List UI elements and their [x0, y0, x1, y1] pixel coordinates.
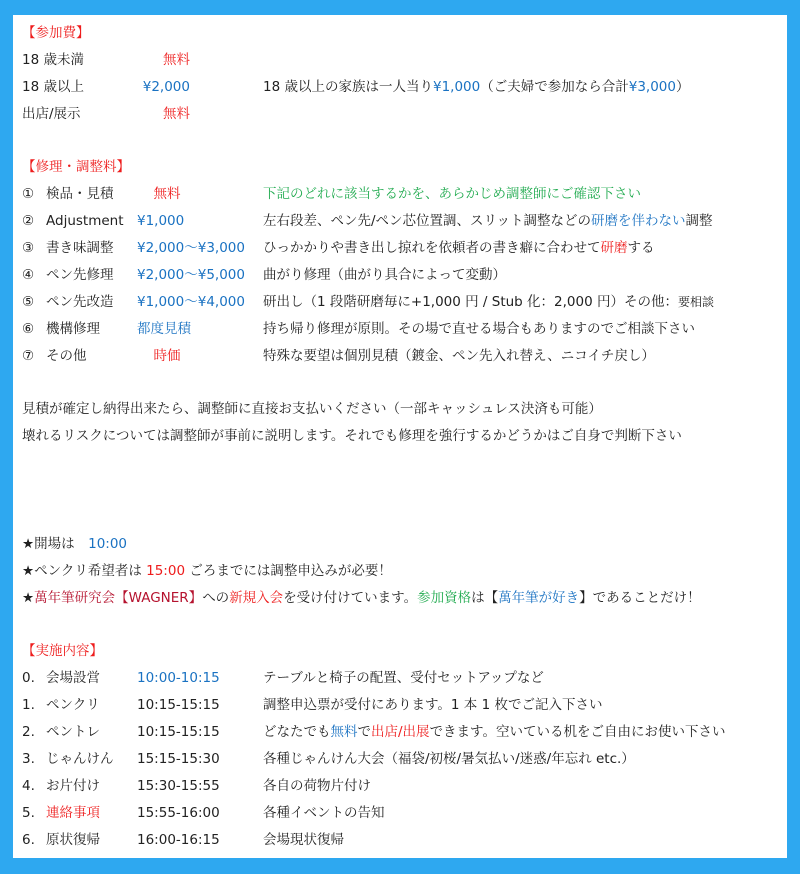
repair-number: ③	[22, 240, 35, 257]
text-segment: 調整申込票が受付にあります。1 本 1 枚でご記入下さい	[263, 697, 603, 714]
repair-description	[263, 289, 714, 316]
fee-row	[22, 101, 787, 128]
spacer	[22, 504, 787, 531]
text-segment: ¥3,000	[628, 78, 676, 95]
schedule-description	[263, 746, 635, 773]
text-segment: ¥1,000	[432, 78, 481, 95]
text-segment: 研出し（1 段階研磨毎に+1,000 円 / Stub 化：2,000 円）その他：	[263, 293, 678, 310]
text-segment: ひっかかりや書き出し掠れを依頼者の書き癖に合わせて	[263, 240, 601, 257]
repair-price: ¥1,000～¥4,000	[137, 293, 245, 310]
text-segment: 萬年筆研究会【WAGNER】	[34, 589, 203, 606]
schedule-description	[263, 773, 371, 800]
schedule-number: 5.	[22, 804, 35, 821]
text-segment: 下記のどれに該当するかを、あらかじめ調整師にご確認下さい	[263, 186, 641, 203]
text-segment: 各種イベントの告知	[263, 804, 385, 821]
fee-row	[22, 47, 787, 74]
repair-label: 検品・見積	[46, 186, 114, 203]
schedule-label: 原状復帰	[46, 831, 100, 848]
repair-description	[263, 181, 641, 208]
text-segment: 出店/出展	[371, 724, 430, 741]
spacer	[22, 477, 787, 504]
repair-description	[263, 208, 713, 235]
text-segment: 左右段差、ペン先/ペン芯位置調、スリット調整などの	[263, 213, 592, 230]
text-segment: ）	[675, 78, 690, 95]
text-segment: 各種じゃんけん大会（福袋/初桜/暑気払い/迷惑/年忘れ etc.）	[263, 751, 635, 768]
text-segment: 15:00	[146, 562, 186, 579]
spacer	[22, 370, 787, 397]
repair-price: 都度見積	[137, 320, 191, 337]
schedule-row	[22, 719, 787, 746]
repair-note	[22, 396, 787, 423]
repair-number: ⑦	[22, 347, 35, 364]
text-segment: 会場現状復帰	[263, 831, 344, 848]
schedule-label: ペントレ	[46, 724, 100, 741]
text-segment: 無料	[330, 724, 358, 741]
text-segment: 特殊な要望は個別見積（鍍金、ペン先入れ替え、ニコイチ戻し）	[263, 347, 655, 364]
repair-description	[263, 316, 695, 343]
repair-row	[22, 235, 787, 262]
repair-label: その他	[46, 347, 87, 364]
text-segment: で	[357, 724, 371, 741]
text-segment: は【	[471, 589, 499, 606]
schedule-row	[22, 800, 787, 827]
repair-row	[22, 262, 787, 289]
repair-number: ①	[22, 186, 35, 203]
repair-row	[22, 316, 787, 343]
repair-number: ②	[22, 213, 35, 230]
text-segment: する	[627, 240, 655, 257]
text-segment: 調整	[685, 213, 713, 230]
announcement	[22, 531, 787, 558]
text-segment: ごろまでには調整申込みが必要！	[185, 562, 392, 579]
text-segment: への	[202, 589, 230, 606]
schedule-time: 10:00-10:15	[137, 670, 220, 687]
schedule-time: 15:30-15:55	[137, 777, 220, 794]
spacer	[22, 128, 787, 155]
schedule-number: 2.	[22, 724, 35, 741]
schedule-label: 連絡事項	[46, 804, 100, 821]
repair-label: Adjustment	[46, 213, 124, 230]
fee-label: 18 歳以上	[22, 78, 84, 95]
fees-title	[22, 20, 787, 47]
repair-number: ⑤	[22, 293, 35, 310]
schedule-label: お片付け	[46, 777, 100, 794]
schedule-row	[22, 746, 787, 773]
text-segment: 萬年筆が好き	[498, 589, 580, 606]
repair-description	[263, 262, 506, 289]
schedule-time: 15:15-15:30	[137, 751, 220, 768]
schedule-time: 10:15-15:15	[137, 697, 220, 714]
repair-title	[22, 154, 787, 181]
repair-number: ④	[22, 267, 35, 284]
text-segment: 持ち帰り修理が原則。その場で直せる場合もありますのでご相談下さい	[263, 320, 695, 337]
fee-note	[263, 74, 689, 101]
schedule-row	[22, 827, 787, 854]
repair-label: 書き味調整	[46, 240, 114, 257]
repair-description	[263, 235, 655, 262]
repair-row	[22, 208, 787, 235]
flyer-sheet	[13, 15, 787, 858]
spacer	[22, 450, 787, 477]
fee-value: 無料	[163, 51, 190, 68]
fee-row	[22, 74, 787, 101]
text-segment: を受け付けています。	[283, 589, 418, 606]
schedule-number: 1.	[22, 697, 35, 714]
section-title-schedule: 【実施内容】	[22, 643, 103, 660]
schedule-time: 15:55-16:00	[137, 804, 220, 821]
text-segment: 曲がり修理（曲がり具合によって変動）	[263, 267, 506, 284]
spacer	[22, 612, 787, 639]
text-segment: できます。空いている机をご自由にお使い下さい	[429, 724, 726, 741]
section-title-fees: 【参加費】	[22, 25, 90, 41]
flyer-content	[22, 20, 787, 854]
text-segment: 研磨を伴わない	[591, 213, 686, 230]
schedule-number: 3.	[22, 751, 35, 768]
schedule-row	[22, 665, 787, 692]
text-segment: （ご夫婦で参加なら合計	[480, 78, 629, 95]
text-segment: ★	[22, 589, 35, 606]
text-segment: 新規入会	[229, 589, 284, 606]
schedule-row	[22, 692, 787, 719]
repair-price: 時価	[153, 347, 181, 364]
text-segment: テーブルと椅子の配置、受付セットアップなど	[263, 670, 544, 687]
text-segment: 】であることだけ！	[579, 589, 701, 606]
repair-row	[22, 181, 787, 208]
schedule-time: 10:15-15:15	[137, 724, 220, 741]
text-segment: 18 歳以上の家族は一人当り	[263, 78, 433, 95]
announcement	[22, 585, 787, 612]
schedule-description	[263, 665, 544, 692]
text-segment: 研磨	[600, 240, 628, 257]
repair-row	[22, 289, 787, 316]
schedule-title	[22, 638, 787, 665]
repair-label: 機構修理	[46, 320, 100, 337]
fee-label: 18 歳未満	[22, 51, 84, 68]
schedule-label: ペンクリ	[46, 697, 100, 714]
repair-note	[22, 423, 787, 450]
text-segment: ★開場は	[22, 535, 89, 552]
schedule-label: じゃんけん	[46, 751, 114, 768]
fee-value: ¥2,000	[142, 78, 190, 95]
text-segment: どなたでも	[263, 724, 331, 741]
schedule-row	[22, 773, 787, 800]
schedule-description	[263, 827, 344, 854]
repair-number: ⑥	[22, 320, 35, 337]
schedule-number: 0.	[22, 670, 35, 687]
text-segment: ★ペンクリ希望者は	[22, 562, 147, 579]
repair-price: ¥2,000～¥5,000	[137, 267, 245, 284]
repair-description	[263, 343, 655, 370]
repair-label: ペン先修理	[46, 267, 114, 284]
section-title-repair: 【修理・調整料】	[22, 159, 130, 176]
repair-price: ¥2,000～¥3,000	[137, 240, 245, 257]
schedule-description	[263, 692, 602, 719]
schedule-label: 会場設営	[46, 670, 100, 687]
text-segment: 各自の荷物片付け	[263, 777, 371, 794]
schedule-number: 6.	[22, 831, 35, 848]
note-text: 壊れるリスクについては調整師が事前に説明します。それでも修理を強行するかどうかはご自身で判断下さい	[22, 428, 682, 445]
text-segment: 参加資格	[417, 589, 472, 606]
schedule-number: 4.	[22, 777, 35, 794]
text-segment: 要相談	[677, 294, 714, 309]
note-text: 見積が確定し納得出来たら、調整師に直接お支払いください（一部キャッシュレス決済も可能）	[22, 401, 602, 418]
schedule-description	[263, 719, 725, 746]
schedule-description	[263, 800, 385, 827]
announcement	[22, 558, 787, 585]
text-segment: 10:00	[88, 535, 128, 552]
fee-label: 出店/展示	[22, 105, 81, 122]
repair-label: ペン先改造	[46, 293, 114, 310]
repair-price: 無料	[153, 186, 181, 203]
schedule-time: 16:00-16:15	[137, 831, 220, 848]
repair-row	[22, 343, 787, 370]
repair-price: ¥1,000	[137, 213, 185, 230]
fee-value: 無料	[163, 105, 190, 122]
